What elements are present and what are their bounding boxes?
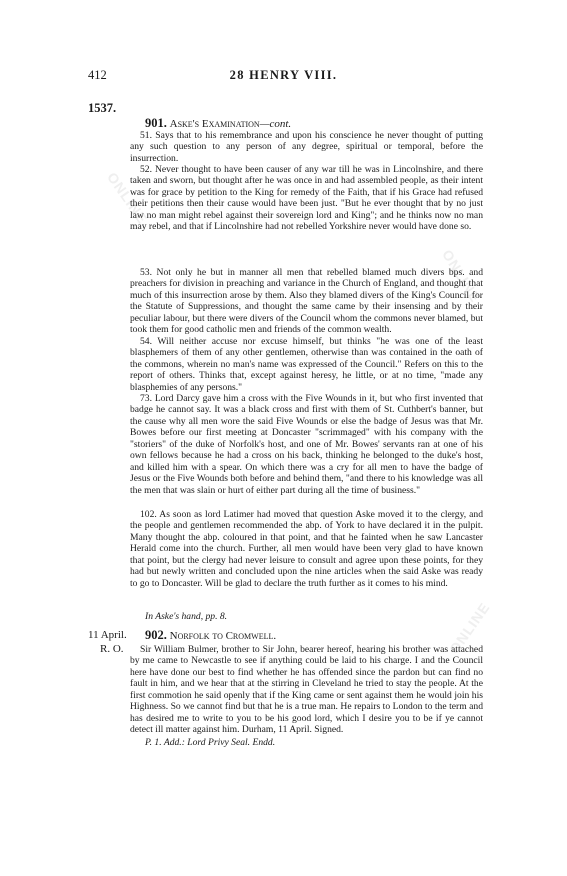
paragraph-54: 54. Will neither accuse nor excuse himself, but thinks "he was one of the least blasphemers of them of any other gentlemen, otherwise than was contained in the oath of the commons, wherein no man's name was expressed of the Council." Refers on this to the report of others. Thinks that, except against heresy, he little, or at no time, "made any blasphemies of any persons." — [130, 336, 483, 393]
paragraph-73: 73. Lord Darcy gave him a cross with the Five Wounds in it, but who first invented that badge he cannot say. It was a black cross and first with them of St. Cuthbert's banner, but the cause why all men wore the said Five Wounds or else the badge of Jesus was that Mr. Bowes before our first meeting at Doncaster "scrimmaged" with his company with the "storiers" of the duke of Norfolk's host, and one of Mr. Bowes' servants ran at one of his own fellows because he had a cross on his back, thinking he belonged to the duke's host, and killed him with a spear. On which there was a cry for all men to have the badge of Jesus or the Five Wounds both before and behind them, "and there to his knowledge was all the men that was slain or hurt of either part during all the time of business." — [130, 393, 483, 496]
paragraph-102: 102. As soon as lord Latimer had moved that question Aske moved it to the clergy, and the people and gentlemen recommended the abp. of York to have declared it in the pulpit. Many thought the abp. coloured in that point, and that he fainted when he saw Lancaster Herald come into the church. Further, all men would have been very glad to have known that point, but the clergy had never leisure to consult and agree upon these points, for they had but newly written and concluded upon the nine articles when the said Aske was ready to go to Doncaster. Will be glad to declare the truth further as it comes to his mind. — [130, 509, 483, 589]
paragraph-51: 51. Says that to his remembrance and upon his conscience he never thought of putting any such question to any person of any degree, spiritual or temporal, before the insurrection. — [130, 130, 483, 164]
margin-year: 1537. — [88, 101, 117, 115]
running-title: 28 HENRY VIII. — [229, 68, 338, 82]
watermark-stamp: ONLINE — [446, 599, 493, 657]
paragraph-52: 52. Never thought to have been causer of any war till he was in Lincolnshire, and there taken and sworn, but thought after he was once in and had assembled people, as their intent was for grace by petition to the King for remedy of the Faith, that if his Grace had refused their petitions then their cause would have been just. "But he ever thought that by no just law no man might rebel against their sovereign lord and King"; and he thinks now no man may rebel, and that if Lincolnshire had not rebelled Yorkshire never would have done so. — [130, 164, 483, 233]
source-reference: In Aske's hand, pp. 8. — [145, 611, 228, 622]
margin-date: 11 April. — [88, 629, 127, 641]
watermark-stamp: ONLINE — [104, 169, 151, 227]
margin-source: R. O. — [100, 643, 124, 655]
page-number: 412 — [88, 68, 107, 82]
entry-number: 901. — [145, 116, 167, 130]
entry-902-heading — [145, 628, 276, 643]
entry-number: 902. — [145, 628, 167, 642]
watermark-stamp: ONLINE — [439, 246, 484, 306]
entry-901-heading — [145, 116, 291, 131]
entry-title-suffix: —cont. — [259, 118, 292, 130]
paragraph-53: 53. Not only he but in manner all men that rebelled blamed much divers bps. and preachers for division in preaching and variance in the Church of England, and thought that much of this insurrection arose by them. Also they blamed divers of the King's Council for the Statute of Suppressions, and thought the same came by their insensing and by their peculiar labour, but there were divers of the Council whom the commons never blamed, but took them for good catholic men and friends of the common wealth. — [130, 267, 483, 336]
entry-title: Aske's Examination — [169, 118, 260, 130]
paragraph-902: Sir William Bulmer, brother to Sir John, bearer hereof, hearing his brother was attached by me came to Newcastle to see if anything could be laid to his charge. I and the Council here have done our best to find whether he has offended since the pardon but can find no fault in him, and we hear that at the stirring in Cleveland he tried to stay the people. At the first commotion he said openly that if the King came or sent against them he would join his Highness. So we cannot find but that he is a true man. He repairs to London to the term and has desired me to write to you to be his good lord, which I desire you to be if ye cannot detect ill matter against him. Durham, 11 April. Signed. — [130, 644, 483, 736]
document-footer-note: P. 1. Add.: Lord Privy Seal. Endd. — [145, 737, 276, 748]
entry-title: Norfolk to Cromwell. — [169, 630, 277, 642]
